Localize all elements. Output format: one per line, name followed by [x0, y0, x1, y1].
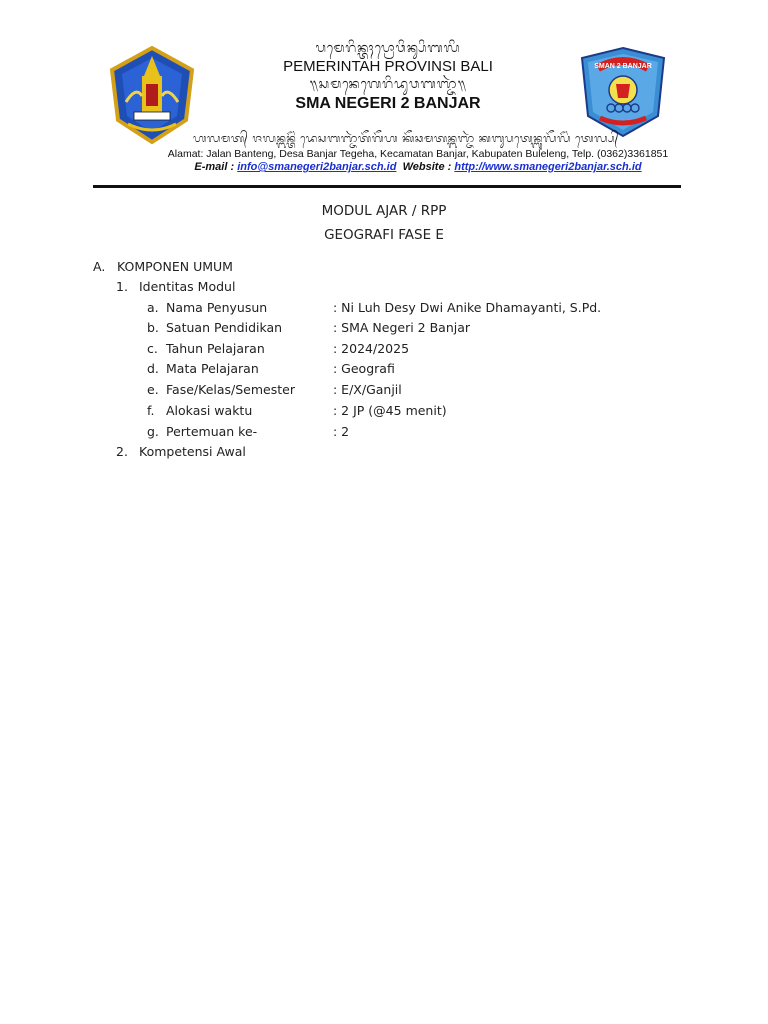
sman-2-banjar-emblem-icon [578, 46, 668, 138]
email-label: E-mail : [194, 161, 238, 173]
letterhead-text [188, 40, 588, 114]
row-value: : 2 [333, 424, 350, 439]
row-value: : Geografi [333, 361, 395, 376]
balinese-script-address: ᬳᬮᬫᬢ᭄ ᬚᬮᬦ᭄ᬩᬦ᭄ᬢᭂᬂ ᬤᬾᬲᬩᬜ᭄ᬚᬃᬢᭂᬕᭂᬳ ᬓᭂᬘᬫᬢᬦ᭄ᬩᬜ᭄ᬚᬃ ᬓᬩᬸᬧᬢᬾᬦ᭄ᬩᬸᬮᭂᬮᭂᬂ ᬢᬾᬮ᭄ᬧ᭄ [193, 132, 619, 145]
document-title: MODUL AJAR / RPP [321, 203, 447, 219]
letterhead [88, 40, 684, 192]
row-marker: d. [147, 361, 159, 376]
email-link[interactable]: info@smanegeri2banjar.sch.id [237, 161, 397, 173]
row-label: Tahun Pelajaran [166, 341, 265, 356]
section-a-marker: A. [93, 259, 106, 274]
emblem-text: SMAN 2 BANJAR [594, 63, 652, 70]
item-2-heading: Kompetensi Awal [139, 444, 246, 459]
row-marker: f. [147, 403, 155, 418]
row-marker: e. [147, 382, 159, 397]
row-value: : 2 JP (@45 menit) [333, 403, 447, 418]
contact-line [148, 161, 688, 173]
letterhead-divider [93, 185, 681, 188]
row-marker: c. [147, 341, 158, 356]
row-marker: g. [147, 424, 159, 439]
section-a-heading: KOMPONEN UMUM [117, 259, 233, 274]
row-label: Satuan Pendidikan [166, 320, 283, 335]
row-label: Alokasi waktu [166, 403, 253, 418]
row-value: : Ni Luh Desy Dwi Anike Dhamayanti, S.Pd. [333, 300, 602, 315]
item-1-marker: 1. [116, 279, 128, 294]
school-name: SMA NEGERI 2 BANJAR [295, 95, 481, 112]
item-1-heading: Identitas Modul [139, 279, 236, 294]
row-label: Nama Penyusun [166, 300, 268, 315]
website-link[interactable]: http://www.smanegeri2banjar.sch.id [454, 161, 642, 173]
address-line: Alamat: Jalan Banteng, Desa Banjar Tegeha, Kecamatan Banjar, Kabupaten Buleleng, Telp. (0362)3361851 [167, 148, 669, 160]
row-value: : 2024/2025 [333, 341, 410, 356]
government-name: PEMERINTAH PROVINSI BALI [283, 58, 493, 75]
row-label: Fase/Kelas/Semester [166, 382, 295, 397]
website-label: Website : [396, 161, 455, 173]
row-value: : SMA Negeri 2 Banjar [333, 320, 471, 335]
row-label: Pertemuan ke- [166, 424, 258, 439]
document-subtitle: GEOGRAFI FASE E [324, 227, 444, 243]
balinese-script-mid: ᭟ᬲᬫᬦᬾᬕᬾᬭᬶᬤᬸᬯᬩᬜ᭄ᬚᬃ᭟ [309, 77, 467, 92]
row-marker: a. [147, 300, 159, 315]
row-value: : E/X/Ganjil [333, 382, 402, 397]
balinese-script-top: ᬧᬫᬾᬭᬶᬦ᭄ᬢᬄᬧ᭄ᬭᭀᬯᬶᬦ᭄ᬲᬶᬩᬮᬶ [315, 41, 461, 56]
row-marker: b. [147, 320, 159, 335]
row-label: Mata Pelajaran [166, 361, 259, 376]
item-2-marker: 2. [116, 444, 128, 459]
